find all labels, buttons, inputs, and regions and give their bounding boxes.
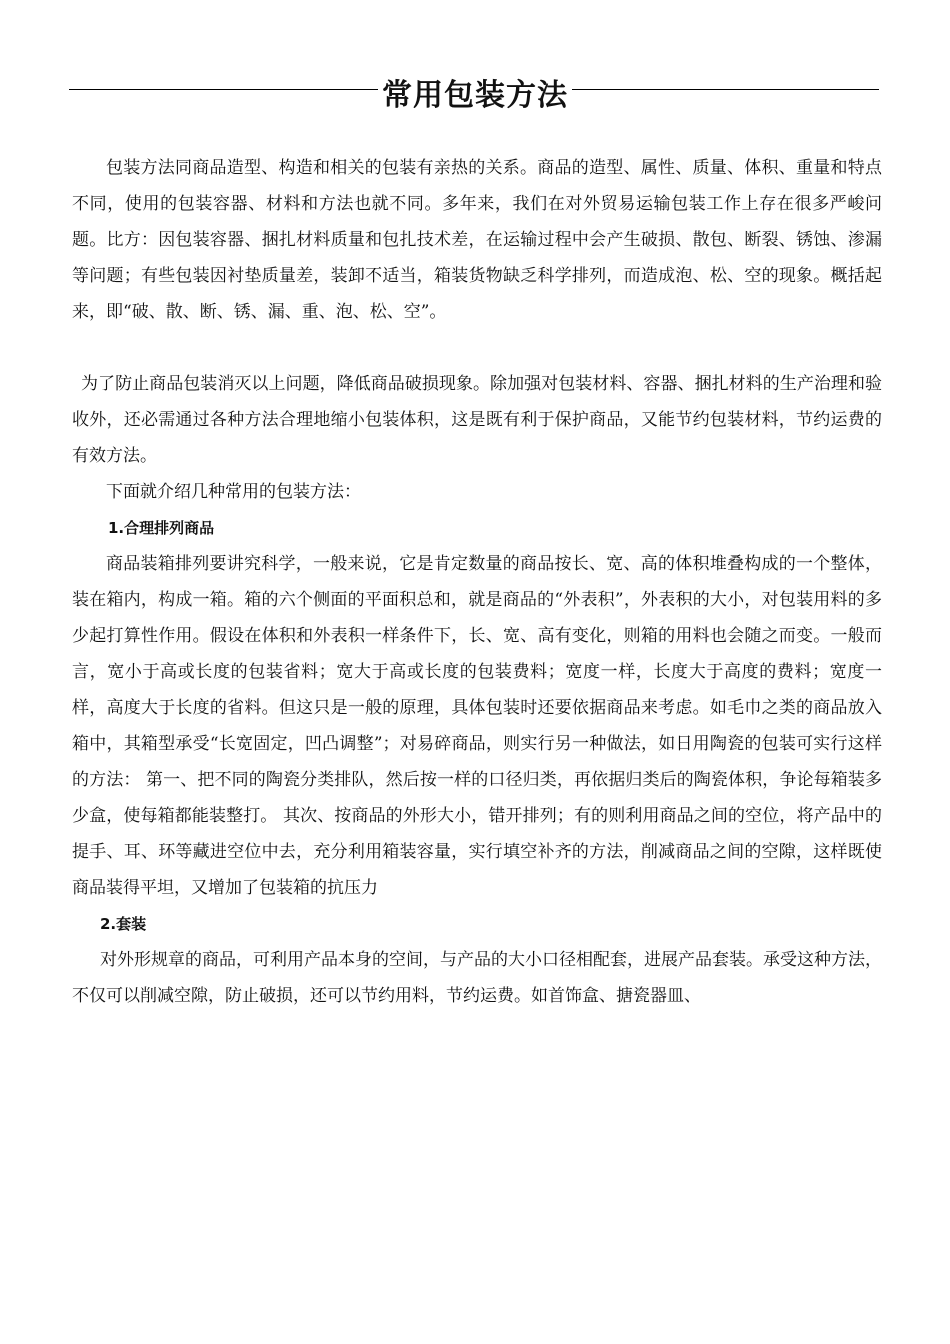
page-title-text: 常用包装方法 bbox=[378, 78, 572, 113]
paragraph-prevention: 为了防止商品包装消灭以上问题，降低商品破损现象。除加强对包装材料、容器、捆扎材料的生产治理和验收外，还必需通过各种方法合理地缩小包装体积，这是既有利于保护商品，又能节约包装材料，节约运费的有效方法。 bbox=[72, 374, 882, 466]
paragraph-nesting: 对外形规章的商品，可利用产品本身的空间，与产品的大小口径相配套，进展产品套装。承受这种方法，不仅可以削减空隙，防止破损，还可以节约用料，节约运费。如首饰盒、搪瓷器皿、 bbox=[72, 950, 882, 1006]
page-title bbox=[0, 74, 950, 118]
paragraph-methods-intro: 下面就介绍几种常用的包装方法： bbox=[106, 482, 361, 502]
paragraph-intro: 包装方法同商品造型、构造和相关的包装有亲热的关系。商品的造型、属性、质量、体积、重量和特点不同，使用的包装容器、材料和方法也就不同。多年来，我们在对外贸易运输包装工作上存在很多严峻问题。比方：因包装容器、捆扎材料质量和包扎技术差，在运输过程中会产生破损、散包、断裂、锈蚀、渗漏等问题；有些包装因衬垫质量差，装卸不适当，箱装货物缺乏科学排列，而造成泡、松、空的现象。概括起来，即“破、散、断、锈、漏、重、泡、松、空”。 bbox=[72, 158, 882, 322]
section-heading-arrangement: 1.合理排列商品 bbox=[108, 519, 215, 537]
paragraph-arrangement: 商品装箱排列要讲究科学，一般来说，它是肯定数量的商品按长、宽、高的体积堆叠构成的一个整体，装在箱内，构成一箱。箱的六个侧面的平面积总和，就是商品的“外表积”，外表积的大小，对包装用料的多少起打算性作用。假设在体积和外表积一样条件下，长、宽、高有变化，则箱的用料也会随之而变。一般而言，宽小于高或长度的包装省料；宽大于高或长度的包装费料；宽度一样，长度大于高度的费料；宽度一样，高度大于长度的省料。但这只是一般的原理，具体包装时还要依据商品来考虑。如毛巾之类的商品放入箱中，其箱型承受“长宽固定，凹凸调整”；对易碎商品，则实行另一种做法，如日用陶瓷的包装可实行这样的方法： 第一、把不同的陶瓷分类排队，然后按一样的口径归类，再依据归类后的陶瓷体积，争论每箱装多少盒，使每箱都能装整打。 其次、按商品的外形大小，错开排列；有的则利用商品之间的空位，将产品中的提手、耳、环等藏进空位中去，充分利用箱装容量，实行填空补齐的方法，削减商品之间的空隙，这样既使商品装得平坦，又增加了包装箱的抗压力 bbox=[72, 554, 882, 898]
document-body bbox=[72, 150, 882, 1014]
section-heading-nesting: 2.套装 bbox=[100, 915, 147, 933]
